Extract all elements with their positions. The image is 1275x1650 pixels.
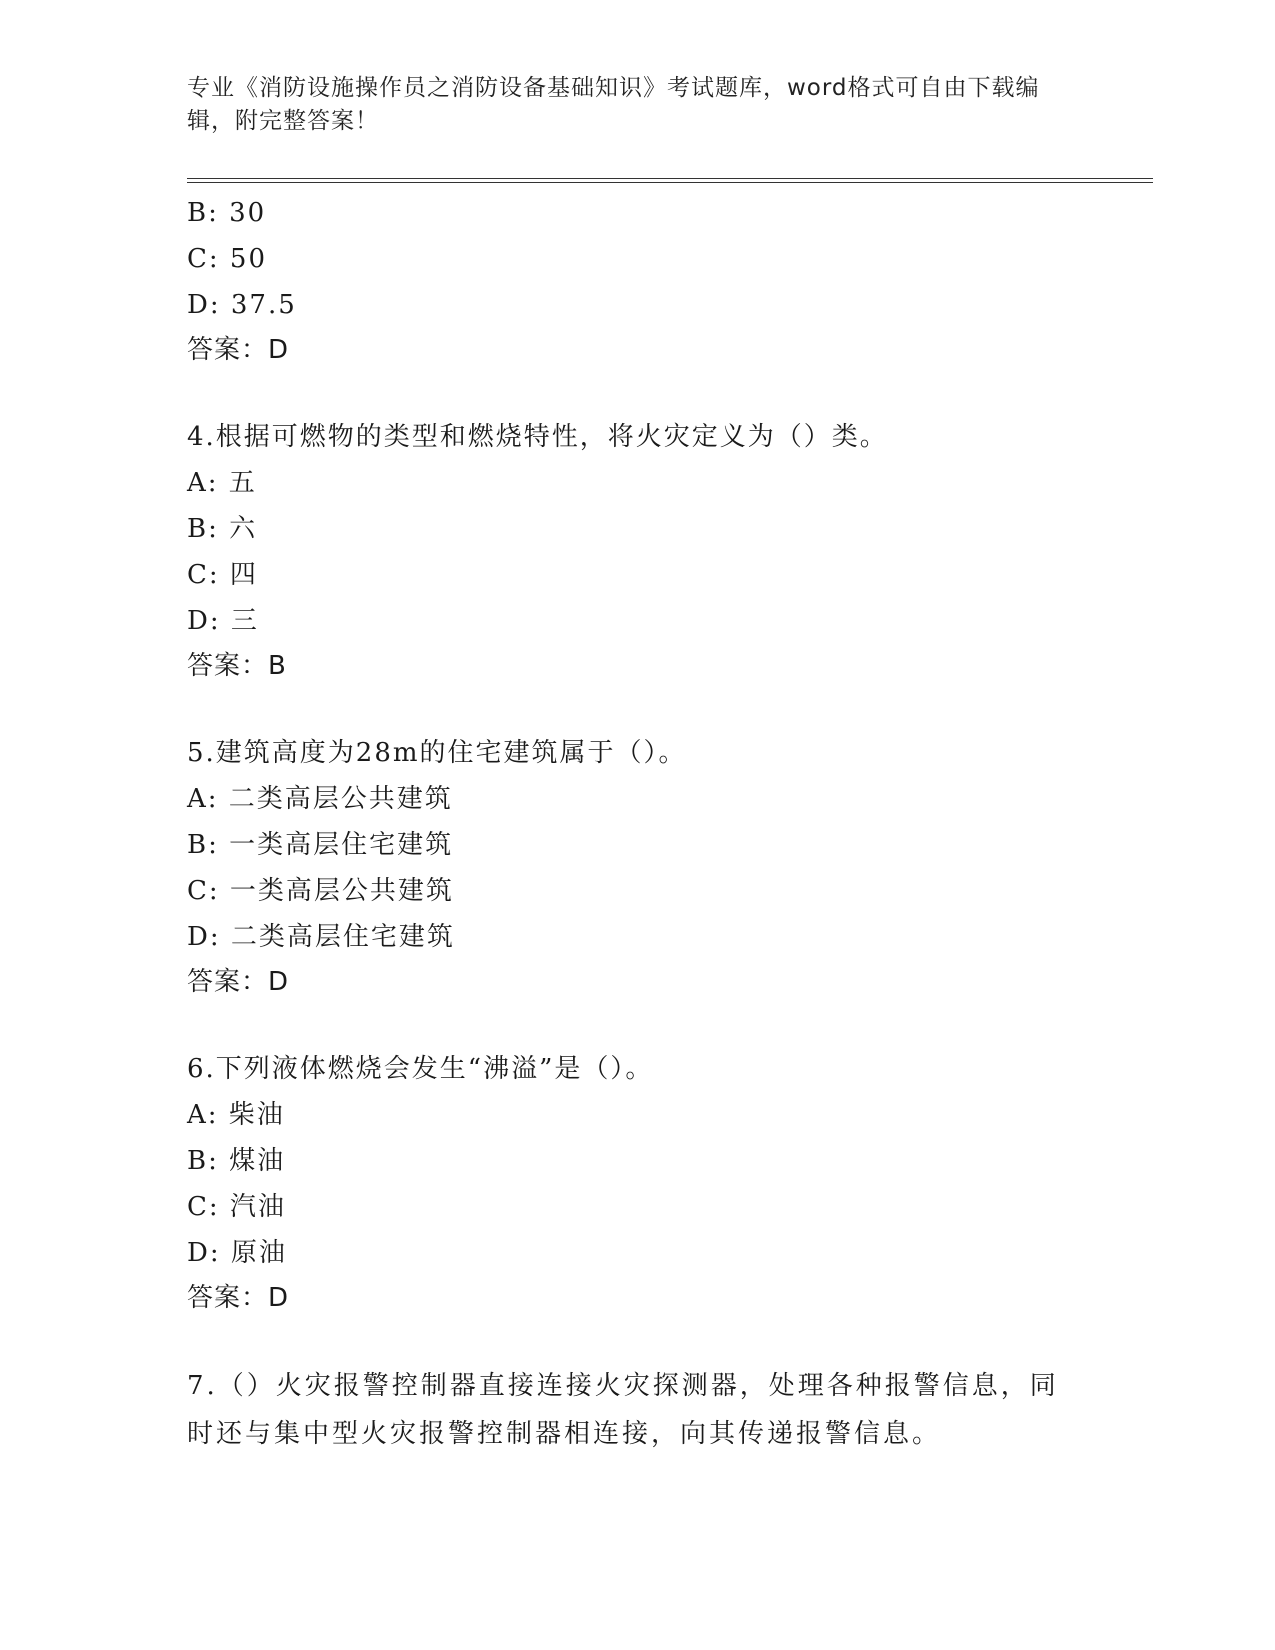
spacer — [187, 372, 1087, 414]
option-a: A: 柴油 — [187, 1100, 285, 1130]
option-a: A: 二类高层公共建筑 — [187, 784, 453, 814]
option-b: B: 六 — [187, 514, 258, 544]
option-b: B: 一类高层住宅建筑 — [187, 830, 454, 860]
option-c: C: 汽油 — [187, 1192, 286, 1222]
option-d: D: 二类高层住宅建筑 — [187, 922, 455, 952]
question-list — [187, 190, 1087, 1458]
answer: 答案：D — [187, 967, 290, 997]
question-stem: 6.下列液体燃烧会发生“沸溢”是（）。 — [187, 1054, 654, 1084]
spacer — [187, 688, 1087, 730]
question-7 — [187, 1362, 1087, 1458]
option-a: A: 五 — [187, 468, 257, 498]
question-stem: 7.（）火灾报警控制器直接连接火灾探测器，处理各种报警信息，同时还与集中型火灾报警控制器相连接，向其传递报警信息。 — [187, 1371, 1059, 1449]
header-divider-top — [187, 178, 1153, 179]
document-header: 专业《消防设施操作员之消防设备基础知识》考试题库，word格式可自由下载编辑，附完整答案！ — [187, 75, 1040, 134]
option-d: D: 37.5 — [187, 290, 297, 320]
option-b: B: 30 — [187, 198, 267, 228]
answer: 答案：D — [187, 335, 290, 365]
option-d: D: 三 — [187, 606, 259, 636]
option-b: B: 煤油 — [187, 1146, 286, 1176]
question-4 — [187, 414, 1087, 688]
option-d: D: 原油 — [187, 1238, 287, 1268]
option-c: C: 一类高层公共建筑 — [187, 876, 454, 906]
question-6 — [187, 1046, 1087, 1320]
question-3-tail — [187, 190, 1087, 372]
spacer — [187, 1004, 1087, 1046]
question-stem: 5.建筑高度为28m的住宅建筑属于（）。 — [187, 738, 687, 768]
header-divider-bottom — [187, 182, 1153, 183]
answer: 答案：D — [187, 1283, 290, 1313]
spacer — [187, 1320, 1087, 1362]
answer: 答案：B — [187, 651, 287, 681]
question-5 — [187, 730, 1087, 1004]
option-c: C: 四 — [187, 560, 258, 590]
option-c: C: 50 — [187, 244, 268, 274]
question-stem: 4.根据可燃物的类型和燃烧特性，将火灾定义为（）类。 — [187, 422, 888, 452]
